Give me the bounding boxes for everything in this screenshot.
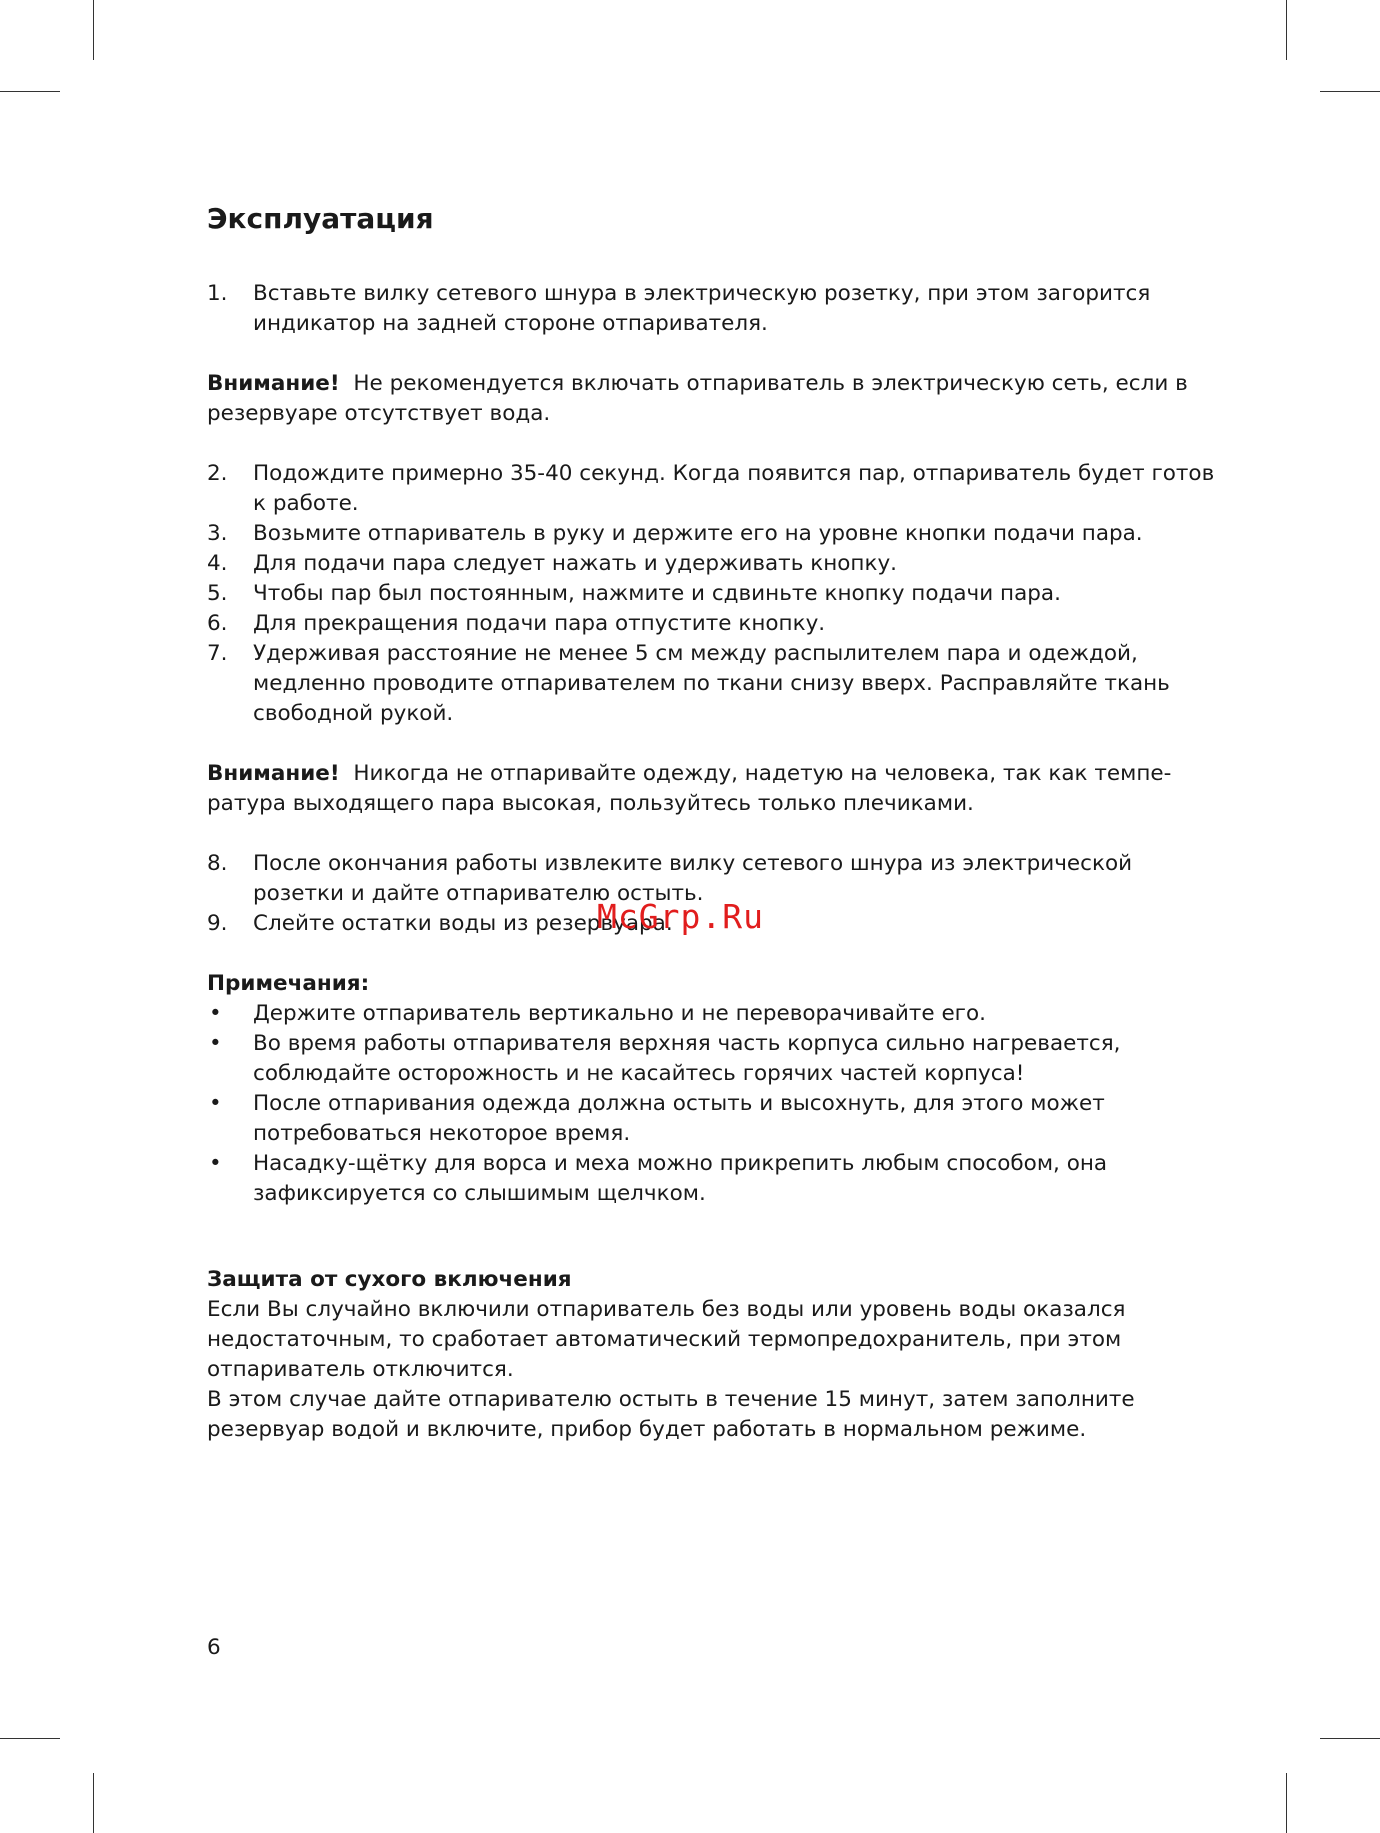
warning-note (207, 759, 1217, 819)
step-text: Для подачи пара следует нажать и удерживать кнопку. (253, 551, 898, 576)
bullet-icon: • (209, 1001, 222, 1026)
steps-list-b (207, 459, 1217, 729)
watermark: McGrp.Ru (597, 897, 764, 936)
paragraph: В этом случае дайте отпаривателю остыть в течение 15 минут, затем заполните резервуар водой и включите, прибор будет работать в нормальном режиме. (207, 1387, 1135, 1442)
section-heading: Защита от сухого включения (207, 1267, 572, 1292)
note-text: Насадку-щётку для ворса и меха можно прикрепить любым способом, она зафиксируется со слышимым щелчком. (253, 1151, 1108, 1206)
list-item (207, 1089, 1217, 1149)
step-number: 3. (207, 521, 228, 546)
crop-mark (0, 1738, 60, 1739)
note-text: Во время работы отпаривателя верхняя часть корпуса сильно нагревается, соблюдайте осторожность и не касайтесь горячих частей корпуса! (253, 1031, 1121, 1086)
warning-text: Не рекомендуется включать отпариватель в электрическую сеть, если в резервуаре отсутствует вода. (207, 371, 1188, 426)
bullet-icon: • (209, 1031, 222, 1056)
notes-heading: Примечания: (207, 971, 370, 996)
list-item (207, 459, 1217, 519)
step-number: 6. (207, 611, 228, 636)
step-text: Удерживая расстояние не менее 5 см между распылителем пара и одеждой, медленно проводите отпаривателем по ткани снизу вверх. Расправляйте ткань свободной рукой. (253, 641, 1170, 726)
crop-mark (1286, 0, 1287, 60)
warning-note (207, 369, 1217, 429)
step-text: Слейте остатки воды из резервуара. (253, 911, 673, 936)
list-item (207, 519, 1217, 549)
note-text: После отпаривания одежда должна остыть и высохнуть, для этого может потребоваться некоторое время. (253, 1091, 1105, 1146)
step-number: 5. (207, 581, 228, 606)
crop-mark (0, 91, 60, 92)
page-title: Эксплуатация (207, 202, 434, 235)
step-text: Возьмите отпариватель в руку и держите его на уровне кнопки подачи пара. (253, 521, 1143, 546)
bullet-icon: • (209, 1151, 222, 1176)
list-item (207, 639, 1217, 729)
page-number: 6 (207, 1635, 221, 1660)
list-item (207, 1029, 1217, 1089)
warning-label: Внимание! (207, 371, 340, 396)
list-item (207, 579, 1217, 609)
list-item (207, 279, 1217, 339)
crop-mark (93, 1773, 94, 1833)
step-number: 9. (207, 911, 228, 936)
step-text: Подождите примерно 35-40 секунд. Когда появится пар, отпариватель будет готов к работе. (253, 461, 1215, 516)
paragraph: Если Вы случайно включили отпариватель без воды или уровень воды оказался недостаточным, то сработает автоматический термопредохранитель, при этом отпариватель отключится. (207, 1297, 1126, 1382)
step-text: Вставьте вилку сетевого шнура в электрическую розетку, при этом загорится индикатор на задней стороне отпаривателя. (253, 281, 1151, 336)
warning-label: Внимание! (207, 761, 340, 786)
list-item (207, 1149, 1217, 1209)
step-number: 1. (207, 281, 228, 306)
list-item (207, 549, 1217, 579)
step-number: 8. (207, 851, 228, 876)
list-item (207, 999, 1217, 1029)
step-number: 2. (207, 461, 228, 486)
crop-mark (1286, 1773, 1287, 1833)
step-text: После окончания работы извлеките вилку сетевого шнура из электрической розетки и дайте отпаривателю остыть. (253, 851, 1133, 906)
step-number: 4. (207, 551, 228, 576)
warning-text: Никогда не отпаривайте одежду, надетую на человека, так как темпе-ратура выходящего пара высокая, пользуйтесь только плечиками. (207, 761, 1172, 816)
notes-list (207, 999, 1217, 1209)
crop-mark (1320, 1738, 1380, 1739)
page-content (207, 195, 1217, 1445)
crop-mark (1320, 91, 1380, 92)
steps-list-a (207, 279, 1217, 339)
step-number: 7. (207, 641, 228, 666)
note-text: Держите отпариватель вертикально и не переворачивайте его. (253, 1001, 986, 1026)
bullet-icon: • (209, 1091, 222, 1116)
list-item (207, 609, 1217, 639)
step-text: Чтобы пар был постоянным, нажмите и сдвиньте кнопку подачи пара. (253, 581, 1061, 606)
step-text: Для прекращения подачи пара отпустите кнопку. (253, 611, 826, 636)
crop-mark (93, 0, 94, 60)
